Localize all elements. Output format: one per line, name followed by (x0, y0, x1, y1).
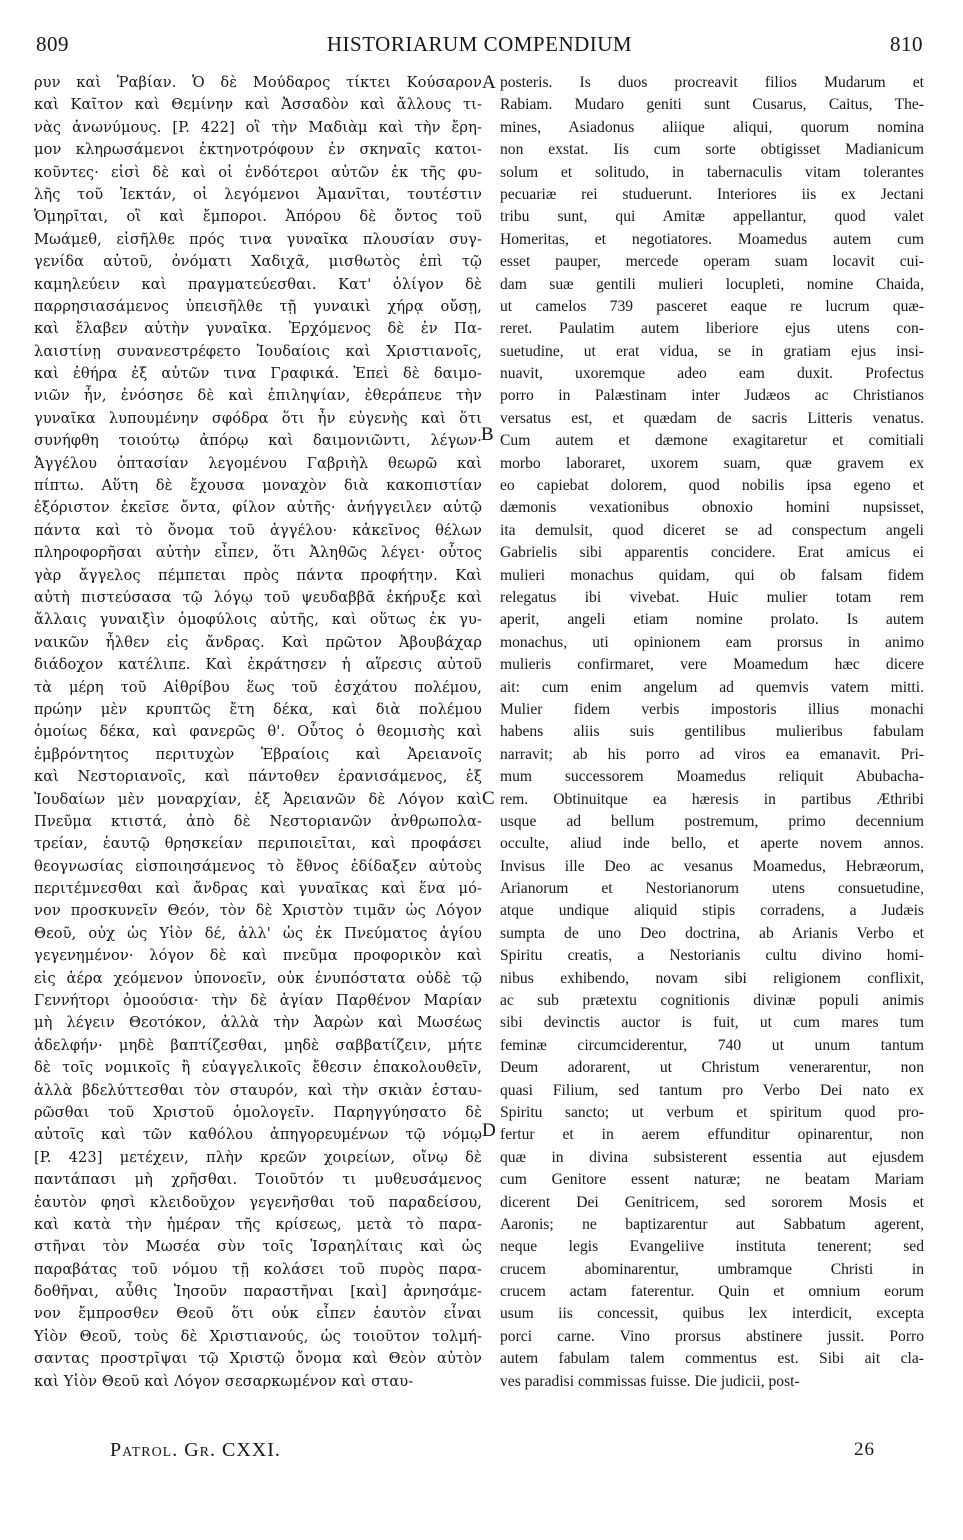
text-line: καὶ Νεστοριανοῖς, καὶ πάντοθεν ἐρανισάμενος, ἐξ (34, 768, 482, 786)
text-line: γὰρ ἄγγελος πέμπεται πρὸς πάντα προφήτην. Καὶ (34, 566, 482, 584)
text-line: nibus exhibendo, novam sibi religionem conflixit, (500, 969, 924, 987)
text-line: ναικῶν ἦλθεν εἰς ἄνδρας. Καὶ πρῶτον Ἀβουβάχαρ (34, 633, 482, 651)
text-line: quæ in divina subsisterent essentia aut ejusdem (500, 1148, 924, 1166)
text-line: occulte, aliud inde bello, et aperte novem annos. (500, 835, 924, 853)
text-line: ρῶσθαι τοῦ Χριστοῦ ὁμολογεῖν. Παρηγγύησατο δὲ (34, 1103, 482, 1121)
text-line: autem fabulam talem commentus est. Sibi ait cla- (500, 1350, 924, 1368)
text-line: στῆναι τὸν Μωσέα σὺν τοῖς Ἰσραηλίταις καὶ ὡς (34, 1238, 482, 1256)
text-line: suetudine, ut erat vidua, se in gratiam ejus insi- (500, 342, 924, 360)
text-line: τὰ μέρη τοῦ Αἰθρίβου ἕως τοῦ ἐσχάτου πολέμου, (34, 678, 482, 696)
text-line: Rabiam. Mudaro geniti sunt Cusarus, Caitus, The- (500, 96, 924, 114)
text-line: eo capiebat dolorem, quod nobilis ipsa egeno et (500, 477, 924, 495)
footer-series: Patrol. Gr. CXXI. (110, 1439, 281, 1461)
text-line: καὶ ἐθήρα ἐξ αὐτῶν τινα Γραφικά. Ἐπεὶ δὲ δαιμο- (34, 365, 482, 383)
text-line: ἑαυτὸν φησὶ κλειδοῦχον γεγενῆσθαι τοῦ παραδείσου, (34, 1193, 482, 1211)
text-line: mines, Asiadonus aliique aliqui, quorum nomina (500, 118, 924, 136)
text-line: διάδοχον κατέλιπε. Καὶ ἐκράτησεν ἡ αἵρεσις αὐτοῦ (34, 656, 482, 674)
text-line: καμηλεύειν καὶ πραγματεύεσθαι. Κατ' ὀλίγον δὲ (34, 275, 482, 293)
text-line: Homeritas, et negotiatores. Moamedus autem cum (500, 230, 924, 248)
text-line: Spiritu creatis, a Nestorianis cultu divino homi- (500, 947, 924, 965)
text-line: Deum adorarent, ut Christum venerarentur, non (500, 1059, 924, 1077)
text-line: παρρησιασάμενος ὑπεισῆλθε τῇ γυναικὶ χήρᾳ οὔσῃ, (34, 297, 482, 315)
text-line: δοθῆναι, αὖθις Ἰησοῦν παραστῆναι [καὶ] ἀρνησάμε- (34, 1283, 482, 1301)
text-line: πληροφορῆσαι αὐτὴν εἶπεν, ὅτι Ἀληθῶς λέγει· οὗτος (34, 544, 482, 562)
text-line: dicerent Dei Genitricem, sed sororem Mosis et (500, 1193, 924, 1211)
text-line: Invisus ille Deo ac vesanus Moamedus, Hebræorum, (500, 857, 924, 875)
text-line: atque undique aliquid stipis corradens, a Judæis (500, 902, 924, 920)
text-line: ἀλλὰ βδελύττεσθαι τὸν σταυρόν, καὶ τὴν σκιὰν ἐσταυ- (34, 1081, 482, 1099)
text-line: [P. 423] μετέχειν, πλὴν κρεῶν χοιρείων, οἴνῳ δὲ (34, 1148, 482, 1166)
text-line: dæmonis vexationibus obnoxio homini nupsisset, (500, 499, 924, 517)
text-line: Ὁμηρῖται, οἳ καὶ ἔμποροι. Ἀπόρου δὲ ὄντος τοῦ (34, 208, 482, 226)
text-line: δὲ τοῖς νομικοῖς ἢ εὐαγγελικοῖς ἔθεσιν ἐπακολουθεῖν, (34, 1059, 482, 1077)
margin-marker-c: C (482, 788, 495, 809)
text-line: neque legis Evangeliive instituta tenerent; sed (500, 1238, 924, 1256)
text-line: sumpta de uno Deo doctrina, ab Arianis Verbo et (500, 924, 924, 942)
text-line: καὶ κατὰ τὴν ἡμέραν τῆς κρίσεως, μετὰ τὸ παρα- (34, 1215, 482, 1233)
text-line: περιτέμνεσθαι καὶ ἄνδρας καὶ γυναῖκας καὶ ἕνα μό- (34, 880, 482, 898)
text-line: νον ἔμπροσθεν Θεοῦ ὅτι οὐκ εἶπεν ἑαυτὸν εἶναι (34, 1305, 482, 1323)
greek-text-column (34, 72, 482, 1393)
text-line: porro in Palæstinam inter Judæos ac Christianos (500, 387, 924, 405)
text-line: νιῶν ἦν, ἐνόσησε δὲ καὶ ἐπιληψίαν, ἐθεράπευε τὴν (34, 387, 482, 405)
text-line: πίπτω. Αὕτη δὲ ἔχουσα μοναχὸν διὰ κακοπιστίαν (34, 477, 482, 495)
text-line: monachus, uti opinionem eam prorsus in animo (500, 633, 924, 651)
text-line: γεγενημένον· λόγον δὲ καὶ πνεῦμα προφορικὸν καὶ (34, 947, 482, 965)
text-line: παντάπασι μὴ χρῆσθαι. Τοιοῦτόν τι μυθευσάμενος (34, 1171, 482, 1189)
text-line: Πνεῦμα κτιστά, ἀπὸ δὲ Νεστοριανῶν ἀνθρωπολα- (34, 812, 482, 830)
running-title: HISTORIARUM COMPENDIUM (326, 32, 633, 56)
text-line: ves paradisi commissas fuisse. Die judicii, post- (500, 1372, 800, 1390)
text-line: καὶ ἔλαβεν αὐτὴν γυναῖκα. Ἐρχόμενος δὲ ἐν Πα- (34, 320, 482, 338)
text-line: rem. Obtinuitque ea hæresis in partibus Æthribi (500, 790, 924, 808)
text-line: porci carne. Vino prorsus abstinere jussit. Porro (500, 1327, 924, 1345)
text-line: ὁμοίως δέκα, καὶ φανερῶς θ'. Οὗτος ὁ θεομισὴς καὶ (34, 723, 482, 741)
text-line: versatus est, et quædam de sacris Litteris venatus. (500, 409, 924, 427)
text-line: ἐμβρόντητος περιτυχὼν Ἑβραίοις καὶ Ἀρειανοῖς (34, 745, 482, 763)
text-line: mum successorem Moamedus reliquit Abubacha- (500, 768, 924, 786)
text-line: ac sub prætextu cognitionis divinæ populi animis (500, 992, 924, 1010)
text-line: Ἰουδαίων μὲν μοναρχίαν, ἐξ Ἀρειανῶν δὲ Λόγον καὶ (34, 790, 482, 808)
text-line: quasi Filium, sed tantum pro Verbo Dei nato ex (500, 1081, 924, 1099)
text-line: Spiritu sancto; ut verbum et spiritum quod pro- (500, 1103, 924, 1121)
text-line: narravit; ab his porro ad viros ea emanavit. Pri- (500, 745, 924, 763)
text-line: σαντας προστρῖψαι τῷ Χριστῷ ὄνομα καὶ Θεὸν αὐτὸν (34, 1350, 482, 1368)
text-line: Aaronis; ne baptizarentur aut Sabbatum agerent, (500, 1215, 924, 1233)
text-line: Arianorum et Nestorianorum utens consuetudine, (500, 880, 924, 898)
text-line: mulieri monachus quidam, qui ob falsam fidem (500, 566, 924, 584)
left-page-number: 809 (36, 32, 69, 56)
text-line: habens aliis suis gentilibus mulieribus fabulam (500, 723, 924, 741)
text-line: Γεννήτορι ὁμοούσια· τὴν δὲ ἁγίαν Παρθένον Μαρίαν (34, 992, 482, 1010)
text-line: τρείαν, ἑαυτῷ θρησκείαν περιποιεῖται, καὶ προφάσει (34, 835, 482, 853)
text-line: ait: cum enim angelum ad quemvis vatem mitti. (500, 678, 924, 696)
text-line: μον κληρωσάμενοι ἐκτηνοτρόφουν ἐν σκηναῖς κατοι- (34, 141, 482, 159)
text-line: nuavit, uxoremque adeo eam duxit. Profectus (500, 365, 924, 383)
text-line: usum iis concessit, quibus lex interdicit, excepta (500, 1305, 924, 1323)
text-line: καὶ Υἱὸν Θεοῦ καὶ Λόγον σεσαρκωμένον καὶ σταυ- (34, 1372, 414, 1390)
text-line: κοῦντες· εἰσὶ δὲ καὶ οἱ ἐνδότεροι αὐτῶν ἐκ τῆς φυ- (34, 163, 482, 181)
text-line: ἐξόριστον ἐκεῖσε ὄντα, φίλον αὐτῆς· ἀνήγγειλεν αὐτῷ (34, 499, 482, 517)
margin-marker-b: B (481, 424, 494, 445)
text-line: dam suæ gentili mulieri locupleti, nomine Chaida, (500, 275, 924, 293)
margin-marker-a: A (482, 72, 496, 93)
text-line: crucem actam faterentur. Quin et omnium eorum (500, 1283, 924, 1301)
text-line: solum et solitudo, in tabernaculis vitam tolerantes (500, 163, 924, 181)
margin-marker-d: D (482, 1120, 496, 1141)
text-line: usque ad bellum postremum, primo decennium (500, 812, 924, 830)
text-line: crucem abominarentur, umbramque Christi in (500, 1260, 924, 1278)
text-line: Cum autem et dæmone exagitaretur et comitiali (500, 432, 924, 450)
text-line: θεογνωσίας εἰσποιησάμενος τὸ ἔθνος ἐδίδαξεν αὐτοὺς (34, 857, 482, 875)
text-line: mulieris confirmaret, vere Moamedum hæc dicere (500, 656, 924, 674)
text-line: esset pauper, mercede operam suam locavit cui- (500, 253, 924, 271)
page-header (36, 32, 923, 62)
text-line: ἄλλαις γυναιξὶν ὁμοφύλοις αὐτῆς, καὶ οὕτως ἐκ γυ- (34, 611, 482, 629)
text-line: non exstat. Iis cum sorte obtigisset Madianicum (500, 141, 924, 159)
text-line: μὴ λέγειν Θεοτόκον, ἀλλὰ τὴν Ἀαρὼν καὶ Μωσέως (34, 1014, 482, 1032)
text-line: συνήφθη τοιούτῳ ἀπόρῳ καὶ δαιμονιῶντι, λέγων· (34, 432, 482, 450)
text-line: εἰς ἀέρα χεόμενον ὑπονοεῖν, οὐκ ἐνυπόστατα οὐδὲ τῷ (34, 969, 482, 987)
text-line: γυναῖκα λυπουμένην σφόδρα ὅτι ἦν εὐγενὴς καὶ ὅτι (34, 409, 482, 427)
text-line: αὐτὴ πιστεύσασα τῷ λόγῳ τοῦ ψευδαββᾶ ἐκήρυξε καὶ (34, 588, 482, 606)
text-line: Θεοῦ, οὐχ ὡς Υἱὸν δέ, ἀλλ' ὡς ἐκ Πνεύματος ἁγίου (34, 924, 482, 942)
text-line: relegatus ibi vivebat. Huic mulier totam rem (500, 588, 924, 606)
text-line: καὶ Καῖτον καὶ Θεμίνην καὶ Ἀσσαδὸν καὶ ἄλλους τι- (34, 96, 482, 114)
text-line: Gabrielis sibi apparentis concidere. Erat amicus ei (500, 544, 924, 562)
text-line: fertur et in aerem effunditur opinarentur, non (500, 1126, 924, 1144)
text-line: Mulier fidem verbis impostoris illius monachi (500, 700, 924, 718)
text-line: γενίδα αὐτοῦ, ὀνόματι Χαδιχᾶ, μισθωτὸς ἐπὶ τῷ (34, 253, 482, 271)
text-line: Ἀγγέλου ὀπτασίαν λεγομένου Γαβριὴλ θεωρῶ καὶ (34, 454, 482, 472)
text-line: ἀδελφήν· μηδὲ βαπτίζεσθαι, μηδὲ σαββατίζειν, μήτε (34, 1036, 482, 1054)
text-line: pecuariæ rei studuerunt. Interiores iis ex Jectani (500, 185, 924, 203)
text-line: ita demulsit, quod diceret se ad conspectum angeli (500, 521, 924, 539)
text-line: αὐτοῖς καὶ τῶν καθόλου ἀπηγορευμένων τῷ νόμῳ (34, 1126, 482, 1144)
text-line: tribu sunt, qui Amitæ appellantur, quod valet (500, 208, 924, 226)
text-line: Μωάμεθ, εἰσῆλθε πρός τινα γυναῖκα πλουσίαν συγ- (34, 230, 482, 248)
right-page-number: 810 (890, 32, 923, 56)
text-line: feminæ circumciderentur, 740 ut unum tantum (500, 1036, 924, 1054)
text-line: aperit, angeli etiam nomine prolato. Is autem (500, 611, 924, 629)
text-line: sibi devinctis auctor is fuit, ut cum mares tum (500, 1014, 924, 1032)
footer-signature-number: 26 (854, 1439, 875, 1460)
text-line: reret. Paulatim autem liberiore ejus utens con- (500, 320, 924, 338)
text-line: λῆς τοῦ Ἰεκτάν, οἱ λεγόμενοι Ἀμανῖται, τουτέστιν (34, 185, 482, 203)
text-line: πρώην μὲν κρυπτῶς ἔτη δέκα, καὶ διὰ πολέμου (34, 700, 482, 718)
text-line: παραβάτας τοῦ νόμου τῇ κολάσει τοῦ πυρὸς παρα- (34, 1260, 482, 1278)
text-line: πάντα καὶ τὸ ὄνομα τοῦ ἀγγέλου· κἀκεῖνος θέλων (34, 521, 482, 539)
text-line: cum Genitore essent naturæ; ne beatam Mariam (500, 1171, 924, 1189)
text-line: ρυν καὶ Ῥαβίαν. Ὁ δὲ Μούδαρος τίκτει Κούσαρον (34, 74, 482, 91)
text-line: ut camelos 739 pasceret eaque re lucrum quæ- (500, 297, 924, 315)
text-line: Υἱὸν Θεοῦ, τοὺς δὲ Χριστιανούς, ὡς τοιοῦτον τολμή- (34, 1327, 482, 1345)
text-line: λαιστίνῃ συνανεστρέφετο Ἰουδαίοις καὶ Χριστιανοῖς, (34, 342, 482, 360)
latin-text-column (500, 72, 924, 1393)
text-line: νὰς ἀνωνύμους. [P. 422] οἳ τὴν Μαδιὰμ καὶ τὴν ἔρη- (34, 118, 482, 136)
text-line: posteris. Is duos procreavit filios Mudarum et (500, 74, 924, 91)
text-line: morbo laboraret, uxorem suam, quæ gravem ex (500, 454, 924, 472)
text-line: νον προσκυνεῖν Θεόν, τὸν δὲ Χριστὸν τιμᾶν ὡς Λόγον (34, 902, 482, 920)
